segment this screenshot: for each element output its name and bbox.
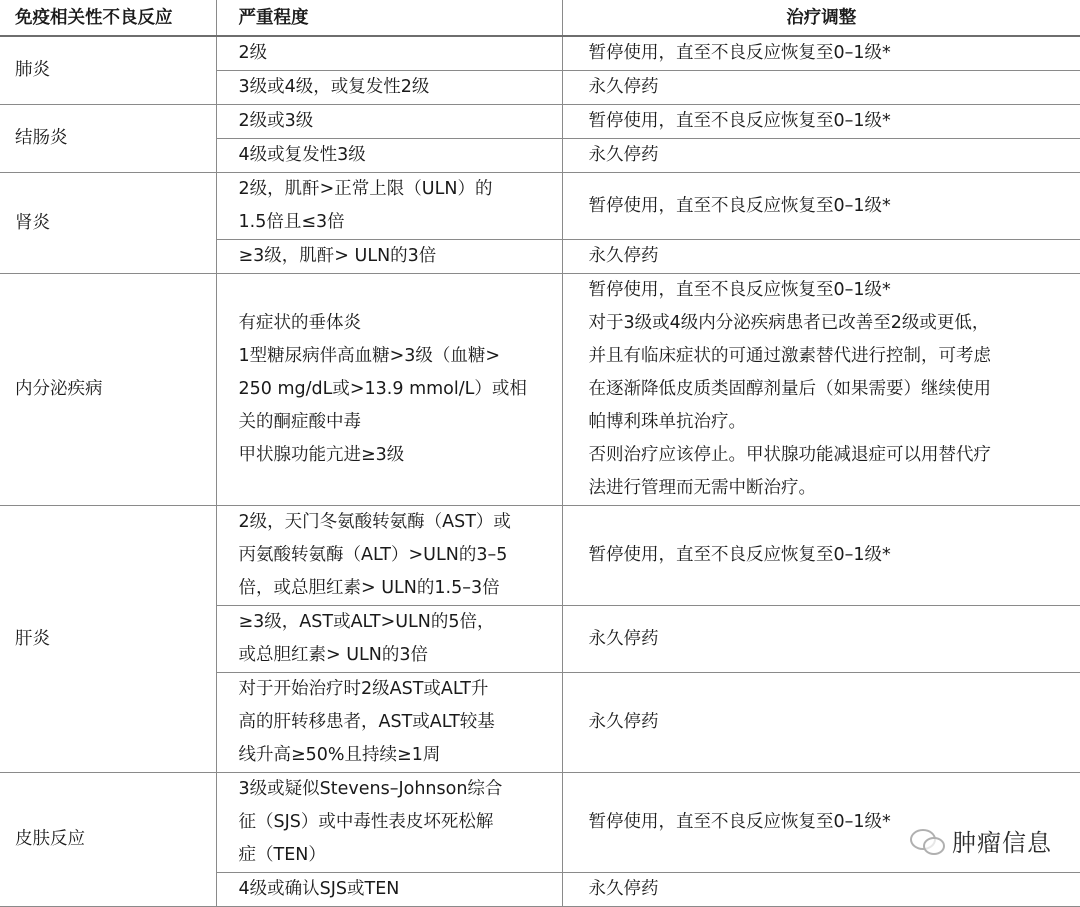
category-cell: 内分泌疾病 [0, 274, 216, 506]
severity-cell: ≥3级，AST或ALT>ULN的5倍， 或总胆红素> ULN的3倍 [216, 606, 562, 673]
severity-cell: 3级或疑似Stevens–Johnson综合 征（SJS）或中毒性表皮坏死松解 症（TEN） [216, 773, 562, 873]
category-cell: 肺炎 [0, 36, 216, 105]
severity-cell: 2级，肌酐>正常上限（ULN）的 1.5倍且≤3倍 [216, 173, 562, 240]
adjustment-cell: 永久停药 [562, 606, 1080, 673]
table-row [0, 506, 1080, 606]
adjustment-cell: 永久停药 [562, 139, 1080, 173]
table-row [0, 36, 1080, 71]
adjustment-cell: 暂停使用，直至不良反应恢复至0–1级* [562, 506, 1080, 606]
adjustment-cell: 永久停药 [562, 71, 1080, 105]
adjustment-cell: 永久停药 [562, 673, 1080, 773]
category-cell: 肝炎 [0, 506, 216, 773]
adjustment-cell: 永久停药 [562, 240, 1080, 274]
wechat-icon [910, 827, 944, 855]
watermark-text: 肿瘤信息 [952, 829, 1052, 857]
adjustment-cell: 暂停使用，直至不良反应恢复至0–1级* [562, 173, 1080, 240]
severity-cell: ≥3级，肌酐> ULN的3倍 [216, 240, 562, 274]
header-row [0, 0, 1080, 36]
header-severity: 严重程度 [216, 0, 562, 36]
severity-cell: 2级 [216, 36, 562, 71]
severity-cell: 2级，天门冬氨酸转氨酶（AST）或 丙氨酸转氨酶（ALT）>ULN的3–5 倍，或总胆红素> ULN的1.5–3倍 [216, 506, 562, 606]
header-adjustment: 治疗调整 [562, 0, 1080, 36]
adjustment-cell: 暂停使用，直至不良反应恢复至0–1级* 对于3级或4级内分泌疾病患者已改善至2级或更低， 并且有临床症状的可通过激素替代进行控制，可考虑 在逐渐降低皮质类固醇剂量后（如果需要）继续使用 帕博利珠单抗治疗。 否则治疗应该停止。甲状腺功能减退症可以用替代疗 法进行管理而无需中断治疗。 [562, 274, 1080, 506]
category-cell: 肾炎 [0, 173, 216, 274]
severity-cell: 3级或4级，或复发性2级 [216, 71, 562, 105]
category-cell: 结肠炎 [0, 105, 216, 173]
adjustment-cell: 暂停使用，直至不良反应恢复至0–1级* [562, 105, 1080, 139]
category-cell: 皮肤反应 [0, 773, 216, 907]
severity-cell: 有症状的垂体炎 1型糖尿病伴高血糖>3级（血糖> 250 mg/dL或>13.9 mmol/L）或相 关的酮症酸中毒 甲状腺功能亢进≥3级 [216, 274, 562, 506]
adjustment-cell: 暂停使用，直至不良反应恢复至0–1级* [562, 36, 1080, 71]
table-row [0, 173, 1080, 240]
severity-cell: 2级或3级 [216, 105, 562, 139]
table-row [0, 274, 1080, 506]
severity-cell: 4级或确认SJS或TEN [216, 873, 562, 907]
header-irae: 免疫相关性不良反应 [0, 0, 216, 36]
watermark [910, 823, 1052, 858]
table-body [0, 36, 1080, 907]
severity-cell: 对于开始治疗时2级AST或ALT升 高的肝转移患者，AST或ALT较基 线升高≥50%且持续≥1周 [216, 673, 562, 773]
adjustment-cell: 永久停药 [562, 873, 1080, 907]
severity-cell: 4级或复发性3级 [216, 139, 562, 173]
adjustment-cell: 暂停使用，直至不良反应恢复至0–1级* [562, 773, 1080, 873]
table-row [0, 105, 1080, 139]
